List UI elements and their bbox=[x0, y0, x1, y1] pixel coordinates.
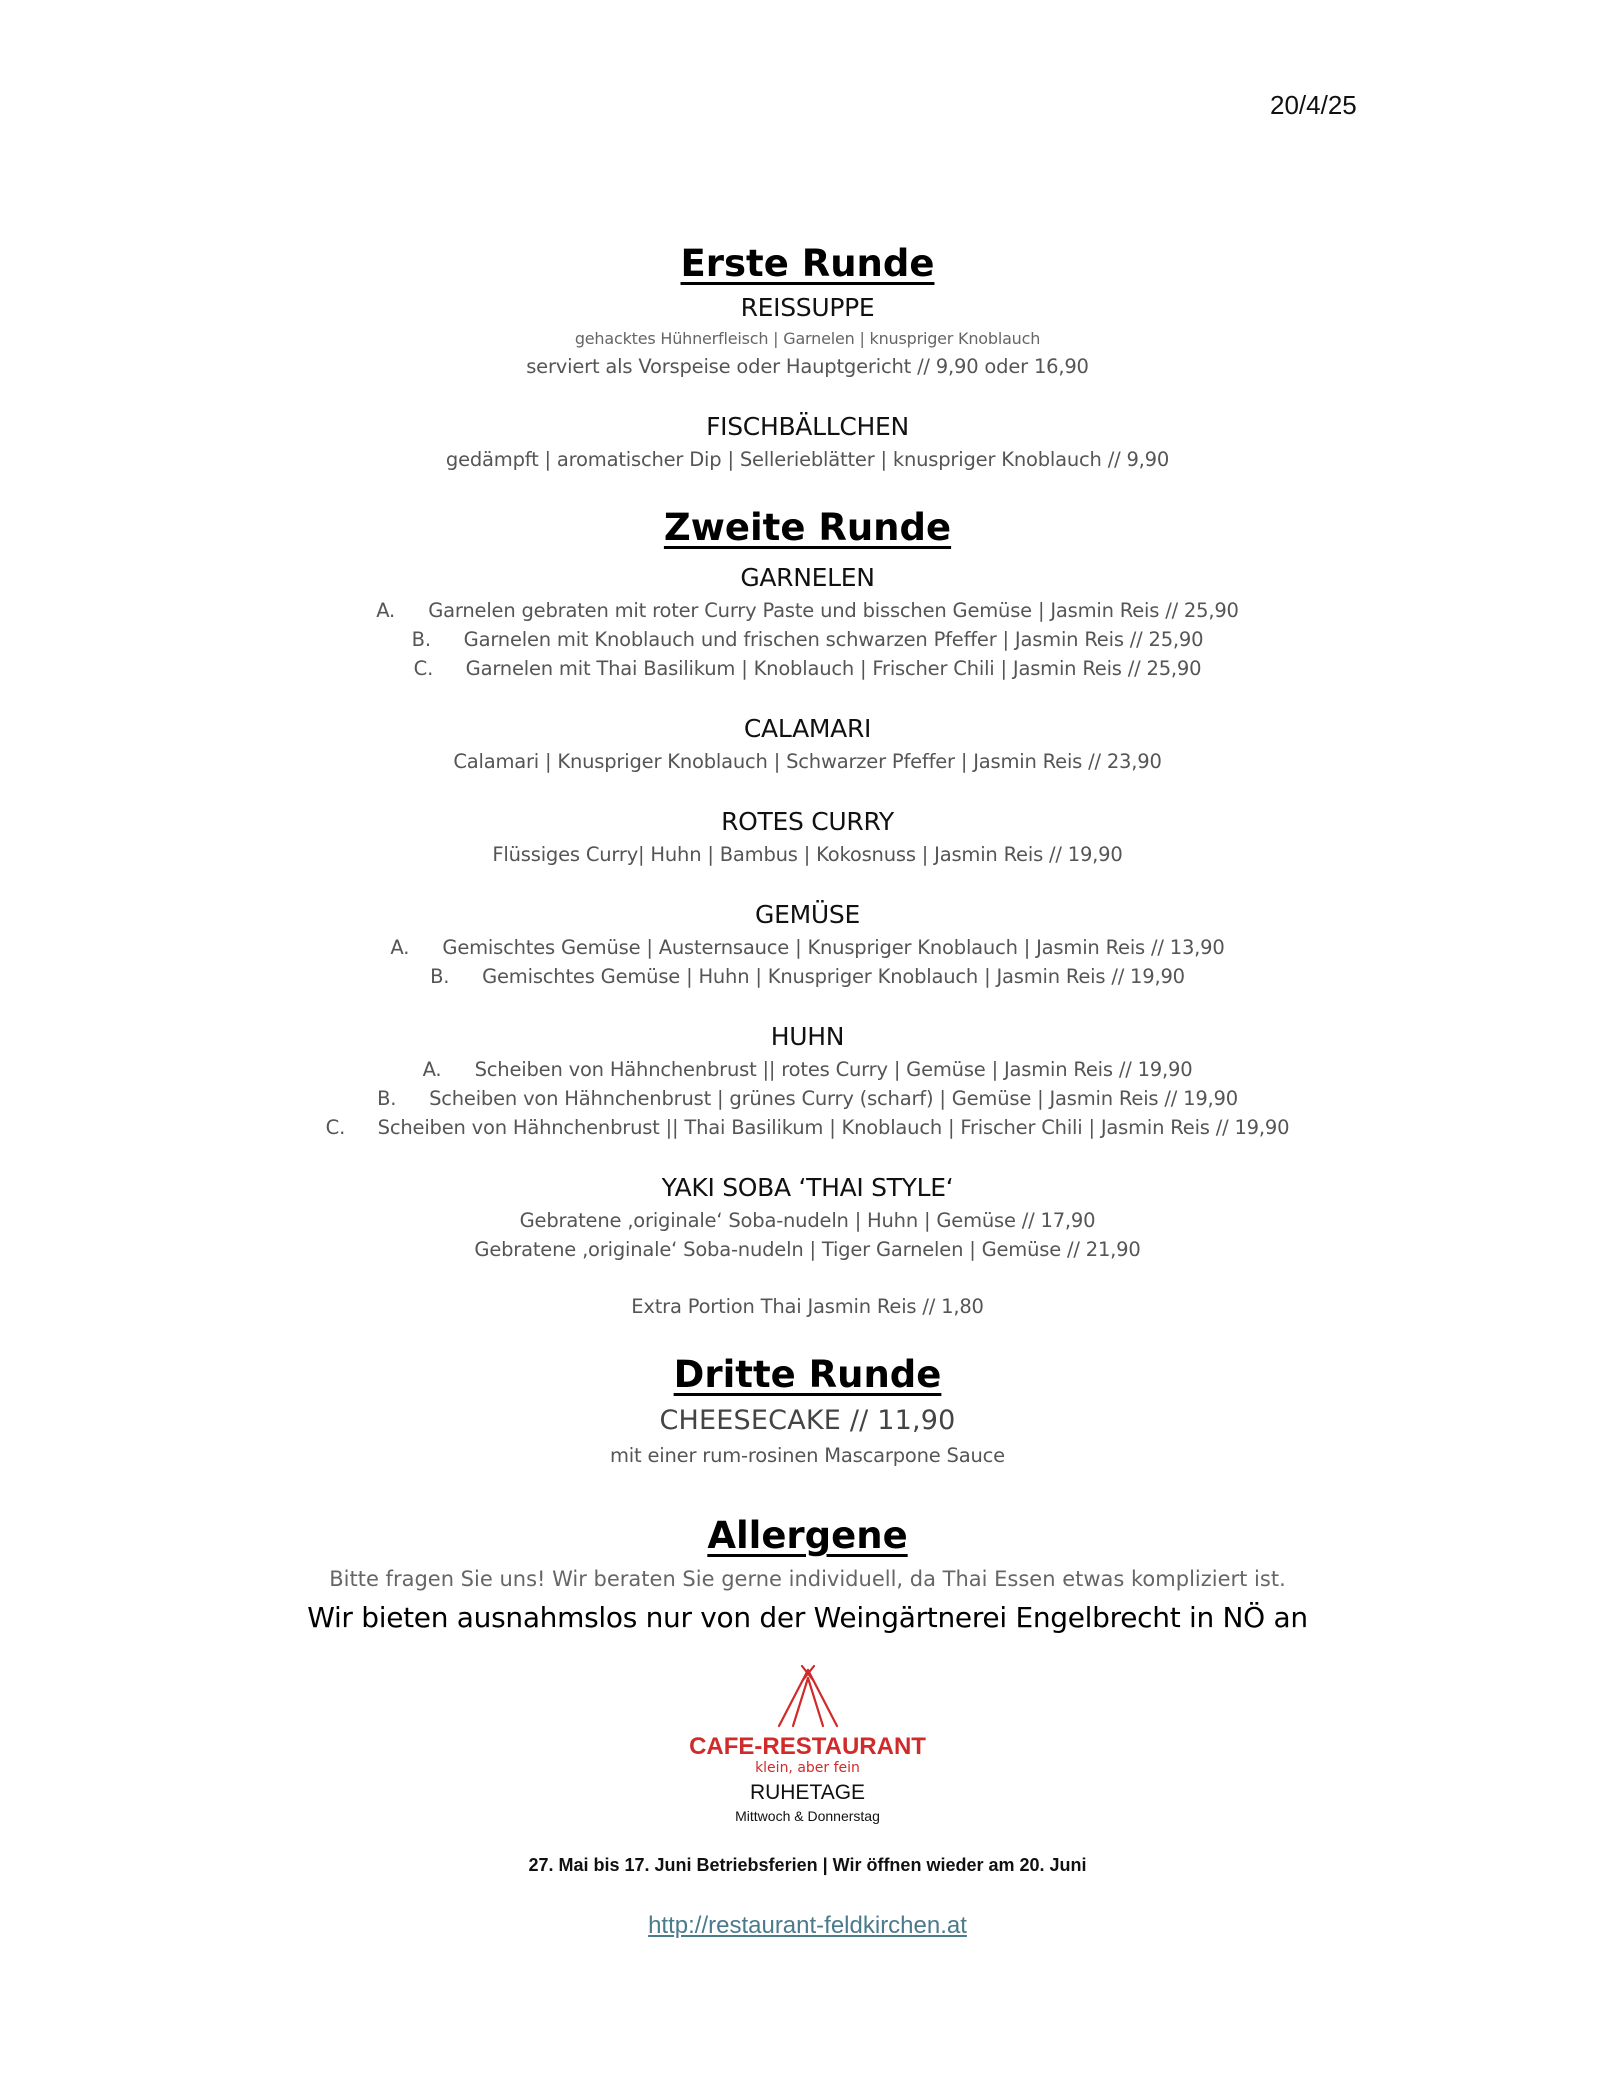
dish-title-gemuese: GEMÜSE bbox=[755, 900, 860, 929]
list-item: C. Scheiben von Hähnchenbrust || Thai Basilikum | Knoblauch | Frischer Chili | Jasmin Reis // 19,90 bbox=[325, 1116, 1290, 1139]
menu-date: 20/4/25 bbox=[1270, 90, 1357, 120]
allergene-text: Bitte fragen Sie uns! Wir beraten Sie gerne individuell, da Thai Essen etwas kompliziert ist. bbox=[329, 1567, 1286, 1591]
section-title-allergene: Allergene bbox=[707, 1514, 908, 1557]
closed-days: Mittwoch & Donnerstag bbox=[735, 1808, 880, 1824]
list-item: A. Garnelen gebraten mit roter Curry Paste und bisschen Gemüse | Jasmin Reis // 25,90 bbox=[376, 599, 1239, 622]
dish-title-huhn: HUHN bbox=[770, 1022, 845, 1051]
huhn-list bbox=[0, 1055, 1615, 1142]
section-title-erste-runde: Erste Runde bbox=[680, 242, 935, 285]
list-item: B. Scheiben von Hähnchenbrust | grünes Curry (scharf) | Gemüse | Jasmin Reis // 19,90 bbox=[377, 1087, 1238, 1110]
dish-title-yaki-soba: YAKI SOBA ‘THAI STYLE‘ bbox=[661, 1173, 954, 1202]
dish-serving-reissuppe: serviert als Vorspeise oder Hauptgericht // 9,90 oder 16,90 bbox=[526, 355, 1089, 378]
ruhetage-label: RUHETAGE bbox=[749, 1781, 866, 1804]
dish-desc-yaki-soba-garnelen: Gebratene ‚originale‘ Soba-nudeln | Tiger Garnelen | Gemüse // 21,90 bbox=[474, 1238, 1141, 1261]
holiday-notice: 27. Mai bis 17. Juni Betriebsferien | Wir öffnen wieder am 20. Juni bbox=[528, 1855, 1087, 1875]
dish-ingredients-reissuppe: gehacktes Hühnerfleisch | Garnelen | knuspriger Knoblauch bbox=[574, 329, 1041, 348]
logo-name: CAFE-RESTAURANT bbox=[689, 1733, 926, 1760]
gemuese-list bbox=[0, 933, 1615, 991]
logo-tagline: klein, aber fein bbox=[755, 1760, 860, 1776]
dish-title-rotes-curry: ROTES CURRY bbox=[721, 807, 894, 836]
dish-title-reissuppe: REISSUPPE bbox=[740, 293, 875, 322]
dish-desc-rotes-curry: Flüssiges Curry| Huhn | Bambus | Kokosnuss | Jasmin Reis // 19,90 bbox=[492, 843, 1123, 866]
list-item: C. Garnelen mit Thai Basilikum | Knoblauch | Frischer Chili | Jasmin Reis // 25,90 bbox=[413, 657, 1202, 680]
list-item: A. Scheiben von Hähnchenbrust || rotes Curry | Gemüse | Jasmin Reis // 19,90 bbox=[422, 1058, 1193, 1081]
dish-title-cheesecake: CHEESECAKE // 11,90 bbox=[659, 1405, 956, 1436]
section-title-dritte-runde: Dritte Runde bbox=[673, 1353, 942, 1396]
garnelen-list bbox=[0, 596, 1615, 683]
restaurant-logo bbox=[688, 1664, 928, 1776]
dish-desc-yaki-soba-huhn: Gebratene ‚originale‘ Soba-nudeln | Huhn | Gemüse // 17,90 bbox=[519, 1209, 1096, 1232]
section-title-zweite-runde: Zweite Runde bbox=[663, 506, 952, 549]
wine-note: Wir bieten ausnahmslos nur von der Weingärtnerei Engelbrecht in NÖ an bbox=[307, 1601, 1308, 1634]
dish-desc-fischbaellchen: gedämpft | aromatischer Dip | Sellerieblätter | knuspriger Knoblauch // 9,90 bbox=[445, 448, 1170, 471]
list-item: A. Gemischtes Gemüse | Austernsauce | Knuspriger Knoblauch | Jasmin Reis // 13,90 bbox=[390, 936, 1225, 959]
dish-desc-cheesecake: mit einer rum-rosinen Mascarpone Sauce bbox=[610, 1444, 1005, 1467]
dish-title-calamari: CALAMARI bbox=[743, 714, 872, 743]
dish-title-garnelen: GARNELEN bbox=[740, 563, 875, 592]
extra-rice-note: Extra Portion Thai Jasmin Reis // 1,80 bbox=[631, 1295, 984, 1318]
menu-page bbox=[0, 238, 1615, 1940]
dish-title-fischbaellchen: FISCHBÄLLCHEN bbox=[706, 412, 909, 441]
list-item: B. Gemischtes Gemüse | Huhn | Knuspriger Knoblauch | Jasmin Reis // 19,90 bbox=[430, 965, 1185, 988]
dish-desc-calamari: Calamari | Knuspriger Knoblauch | Schwarzer Pfeffer | Jasmin Reis // 23,90 bbox=[453, 750, 1162, 773]
website-link[interactable]: http://restaurant-feldkirchen.at bbox=[648, 1912, 967, 1939]
list-item: B. Garnelen mit Knoblauch und frischen schwarzen Pfeffer | Jasmin Reis // 25,90 bbox=[411, 628, 1204, 651]
tipi-tent-icon bbox=[773, 1664, 843, 1730]
